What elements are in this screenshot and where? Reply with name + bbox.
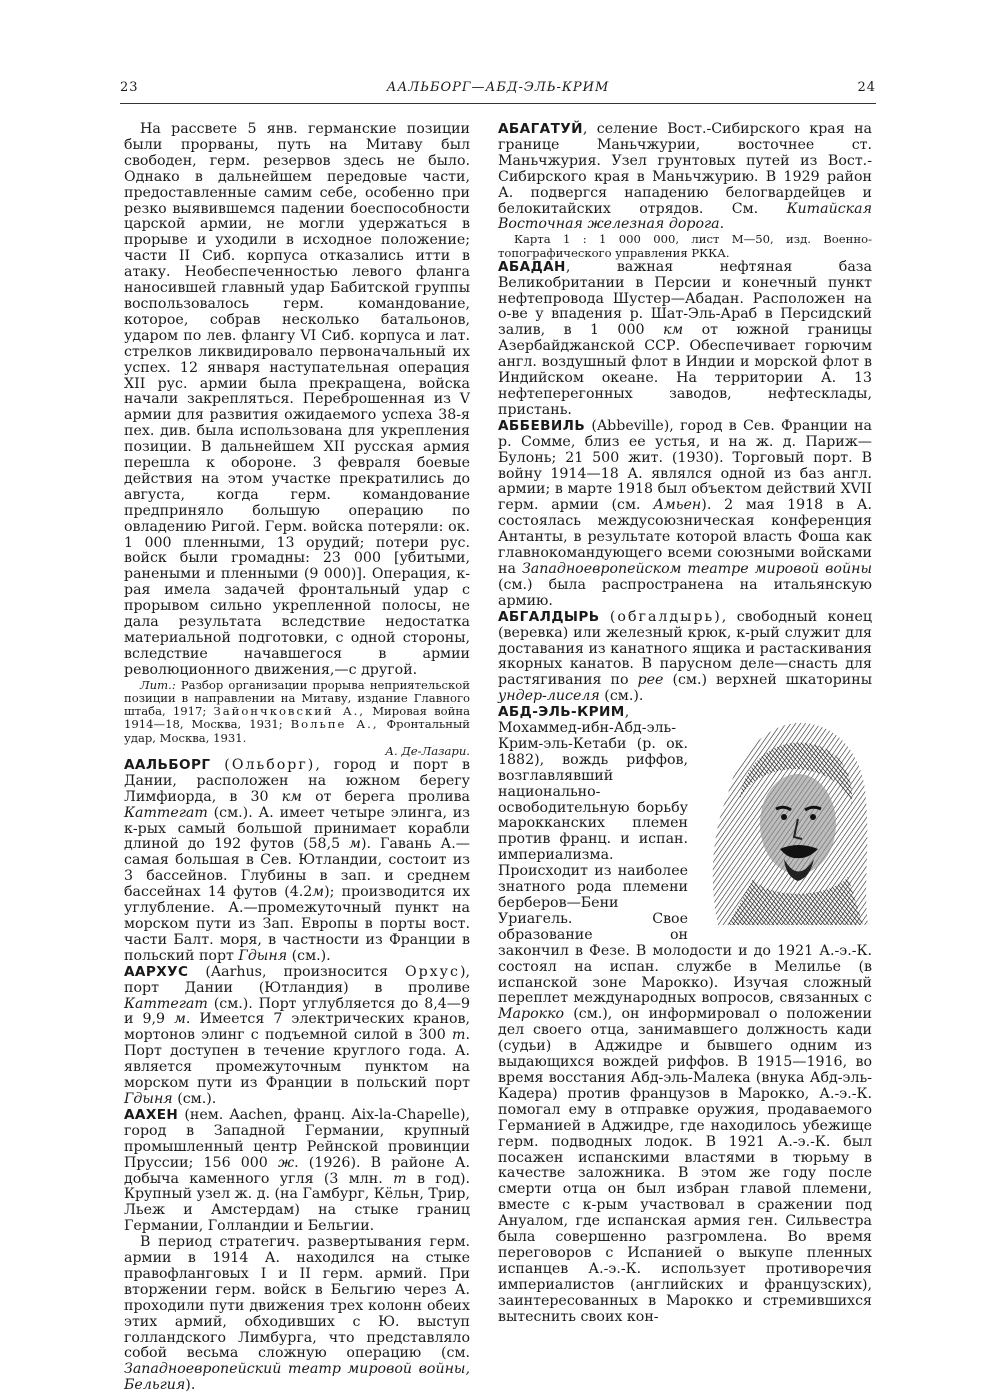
entry-aalborg: ААЛЬБОРГ (Ольборг), город и порт в Дании, расположен на южном берегу Лимфиорда, в 30 км от берега пролива Каттегат (см.). А. имеет четыре элинга, из к-рых самый большой принимает корабли длиной до 192 футов (58,5 м). Гавань А.—самая большая в Сев. Ютландии, состоит из 3 бассейнов. Глубины в зап. и среднем бассейнах 14 футов (4.2м); производится их углубление. А.—промежуточный пункт на морском пути из Зап. Европы в порты вост. части Балт. моря, в частности из Франции в польский порт Гдыня (см.). (124, 756, 471, 964)
cross-reference: Китайская Восточная железная дорога (498, 200, 872, 233)
entry-heading: АБД-ЭЛЬ-КРИМ (498, 704, 625, 721)
cross-reference: Гдыня (238, 947, 288, 964)
cross-reference: рее (637, 672, 664, 689)
entry-abagatui: АБАГАТУЙ, селение Вост.-Сибирского края на границе Маньчжурии, восточнее ст. Маньчжурия. Узел грунтовых путей из Вост.-Сибирского края в Маньчжурию. В 1929 район А. подвергся нападению белогвардейцев и белокитайских отрядов. См. Китайская Восточная железная дорога. (498, 121, 872, 233)
entry-heading: ААРХУС (124, 963, 189, 980)
portrait-abd-el-krim (698, 709, 872, 925)
paragraph-aachen-1914: В период стратегич. развертывания герм. армии в 1914 А. находился на стыке правофланговых I и II герм. армий. При вторжении герм. войск в Бельгию через А. проходили пути движения трех колонн обеих этих армий, обходивших с Ю. выступ голландского Лимбурга, что представляло собой весьма сложную операцию (см. Западноевропейский театр мировой войны, Бельгия). (124, 1234, 470, 1394)
paragraph-riga-operation: На рассвете 5 янв. германские позиции были прорваны, путь на Митаву был свободен, герм. резервов здесь не было. Однако в дальнейшем передовые части, предоставленные самим себе, особенно при резко выявившемся падении боеспособности царской армии, не могли удержаться в прорыве и уходили в исходное положение; части II Сиб. корпуса отказались итти в атаку. Необеспеченностью левого фланга наносившей главный удар Бабитской группы воспользовалось герм. командование, которое, собрав несколько батальонов, ударом по лев. флангу VI Сиб. корпуса и лат. стрелков ликвидировало первоначальный их успех. 12 января наступательная операция XII рус. армии была прекращена, войска начали закрепляться. Переброшенная из V армии для развития ожидаемого успеха 38-я пех. див. была использована для укрепления позиции. В дальнейшем XII русская армия перешла к обороне. 3 февраля боевые действия на этом участке прекратились до августа, когда герм. командование предприняло большую операцию по овладению Ригой. Герм. войска потеряли: ок. 1 000 пленными, 13 орудий; потери рус. войск были громадны: 23 000 [убитыми, ранеными и пленными (9 000)]. Операция, к-рая имела задачей фронтальный удар с прорывом сильно укрепленной полосы, не дала результата вследствие недостатка материальной подготовки, с одной стороны, вследствие начавшегося в армии революционного движения,—с другой. (124, 121, 470, 678)
article-author: А. Де-Лазари. (385, 743, 470, 758)
cross-reference: ундер-лиселя (498, 688, 600, 705)
entry-aachen: ААХЕН (нем. Aachen, франц. Aix-la-Chapelle), город в Западной Германии, крупный промышленный центр Рейнской провинции Пруссии; 156 000 ж. (1926). В районе А. добыча каменного угля (3 млн. т в год). Крупный узел ж. д. (на Гамбург, Кёльн, Трир, Льеж и Амстердам) на стыке границ Германии, Голландии и Бельгии. (124, 1106, 471, 1235)
cross-reference: Каттегат (124, 804, 208, 821)
entry-aarhus: ААРХУС (Aarhus, произносится Орхус), порт Дании (Ютландия) в проливе Каттегат (см.). Порт углубляется до 8,4—9 и 9,9 м. Имеется 7 электрических кранов, мортонов элинг с подъемной силой в 300 т. Порт доступен в течение круглого года. А. является промежуточным пунктом на морском пути из Франции в польский порт Гдыня (см.). (124, 963, 471, 1107)
cross-reference: Марокко (498, 1006, 565, 1023)
literature-note: Лит.: Разбор организации прорыва неприятельской позиции в направлении на Митаву, издание Главного штаба, 1917; Зайончковский А., Мировая война 1914—18, Москва, 1931; Вольпе А., Фронтальный удар, Москва, 1931. (124, 677, 471, 745)
right-column (498, 122, 872, 1325)
literature-label: Лит.: (140, 677, 176, 692)
entry-heading: АБГАЛДЫРЬ (498, 608, 600, 625)
entry-heading: АББЕВИЛЬ (498, 417, 586, 434)
page-number-right: 24 (857, 80, 876, 95)
page-header (120, 80, 876, 100)
cross-reference: Западноевропейском театре мировой войны (521, 560, 872, 577)
cross-reference: Амьен (653, 497, 702, 514)
cross-reference: Западноевропейский театр мировой войны, Бельгия (124, 1361, 470, 1394)
entry-abgaldyr: АБГАЛДЫРЬ (обгалдырь), свободный конец (веревка) или железный крюк, к-рый служит для доставания из канатного ящика и растаскивания якорных канатов. В парусном деле—снасть для растягивания по рее (см.) верхней шкаторины ундер-лиселя (см.). (498, 608, 872, 705)
entry-heading: АБАГАТУЙ (498, 121, 583, 137)
entry-abd-el-krim: АБД-ЭЛЬ-КРИМ, Мохаммед-ибн-Абд-эль-Крим-эль-Кетаби (р. ок. 1882), вождь риффов, возглавлявший национально-освободительную борьбу марокканских племен против франц. и испан. империализма. Происходит из наиболее знатного рода племени берберов—Бени Уриагель. Свое образование он закончил в Фезе. В молодости и до 1921 А.-э.-К. состоял на испан. службе в Мелилье (в испанской зоне Марокко). Изучая сложный переплет международных вопросов, связанных с Марокко (см.), он информировал о положении дел своего отца, занимавшего должность кади (судьи) в Аджидре и бывшего одним из выдающихся вождей риффов. В 1915—1916, во время восстания Абд-эль-Малека (внука Абд-эль-Кадера) против французов в Марокко, А.-э.-К. помогал ему в отправке оружия, продаваемого Германией в Аджидре, где находилось убежище герм. подводных лодок. В 1921 А.-э.-К. был посажен испанскими властями в тюрьму в качестве заложника. В этом же году после смерти отца он был избран главой племени, вместе с к-рым участвовал в сражении под Ануалом, где испанская армия ген. Сильвестра была совершенно разгромлена. Во время переговоров с Испанией о выкупе пленных испанцев А.-э.-К. использует противоречия империалистов (английских и французских), заинтересованных в Марокко и стремившихся вытеснить своих кон- (498, 704, 872, 1325)
cross-reference: Гдыня (124, 1090, 173, 1107)
map-note: Карта 1 : 1 000 000, лист М—50, изд. Военно-топографического управления РККА. (498, 232, 872, 260)
cross-reference: Каттегат (124, 995, 208, 1012)
entry-heading: АБАДАН (498, 258, 566, 275)
page-number-left: 23 (120, 80, 139, 95)
running-title: ААЛЬБОРГ—АБД-ЭЛЬ-КРИМ (386, 80, 610, 95)
entry-abadan: АБАДАН, важная нефтяная база Великобритании в Персии и конечный пункт нефтепровода Шустер—Абадан. Расположен на о-ве у впадения р. Шат-Эль-Араб в Персидский залив, в 1 000 км от южной границы Азербайджанской ССР. Обеспечивает горючим англ. воздушный флот в Индии и морской флот в Индийском океане. На территории А. 13 нефтеперегонных заводов, нефтесклады, пристань. (498, 258, 872, 418)
header-rule (120, 103, 876, 104)
entry-heading: ААЛЬБОРГ (124, 756, 211, 773)
entry-heading: ААХЕН (124, 1106, 179, 1123)
left-column (124, 122, 470, 1394)
entry-abbeville: АББЕВИЛЬ (Abbeville), город в Сев. Франции на р. Сомме, близ ее устья, и на ж. д. Париж—Булонь; 21 500 жит. (1930). Торговый порт. В войну 1914—18 А. являлся одной из баз англ. армии; в марте 1918 был объектом действий XVII герм. армии (см. Амьен). 2 мая 1918 в А. состоялась междусоюзническая конференция Антанты, в результате которой власть Фоша как главнокомандующего всеми союзными войсками на Западноевропейском театре мировой войны (см.) была распространена на итальянскую армию. (498, 417, 872, 609)
